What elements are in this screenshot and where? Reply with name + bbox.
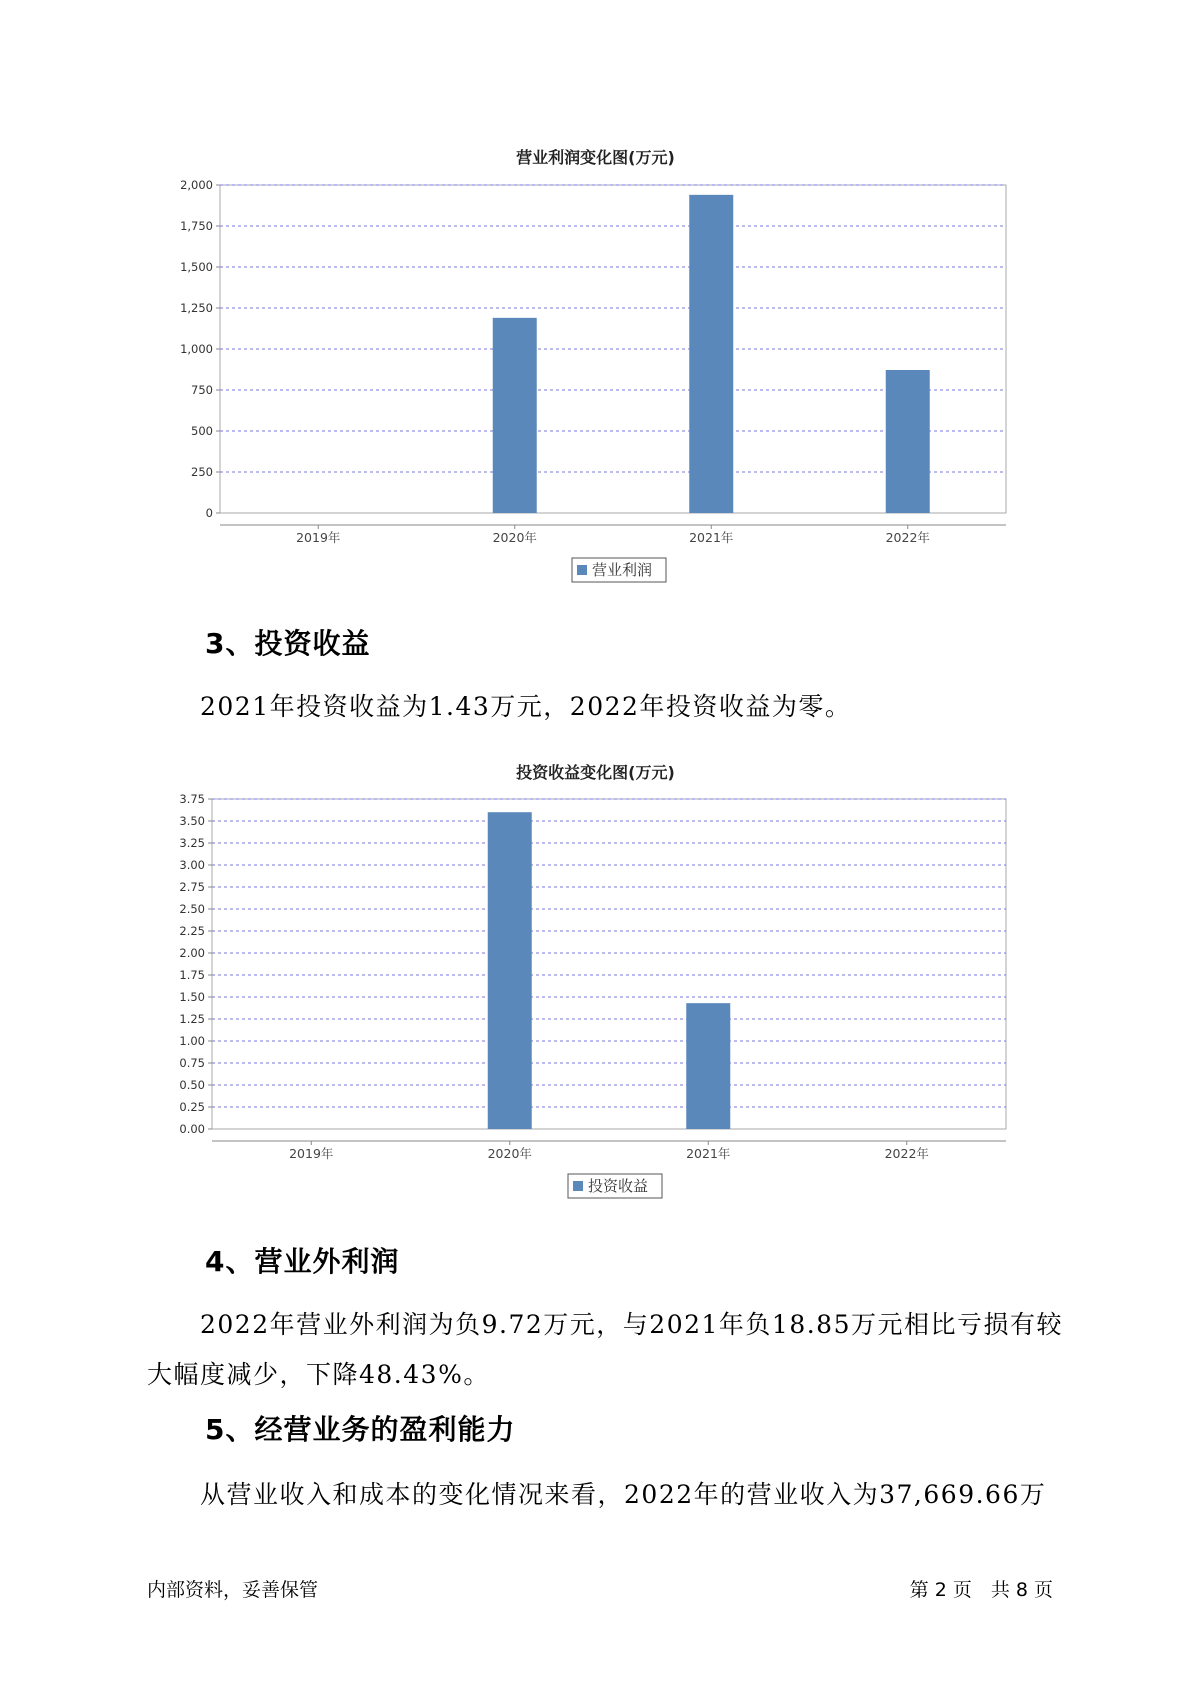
chart2-title: 投资收益变化图(万元)	[516, 763, 675, 782]
y-tick-label: 2.25	[179, 924, 205, 938]
section-4-line1: 2022年营业外利润为负9.72万元，与2021年负18.85万元相比亏损有较	[200, 1310, 1063, 1339]
y-tick-label: 0.00	[179, 1122, 205, 1136]
x-tick-label: 2022年	[885, 530, 930, 545]
section-3-text: 2021年投资收益为1.43万元，2022年投资收益为零。	[200, 692, 852, 721]
y-tick-label: 0.75	[179, 1056, 205, 1070]
bar	[686, 1003, 730, 1129]
x-tick-label: 2019年	[296, 530, 341, 545]
legend-swatch	[573, 1181, 583, 1191]
y-tick-label: 1,500	[180, 260, 213, 274]
section-4-heading: 4、营业外利润	[205, 1245, 400, 1278]
y-tick-label: 0.50	[179, 1078, 205, 1092]
section-5-text: 从营业收入和成本的变化情况来看，2022年的营业收入为37,669.66万	[200, 1480, 1047, 1509]
x-tick-label: 2020年	[487, 1146, 532, 1161]
y-tick-label: 250	[191, 465, 213, 479]
y-tick-label: 2,000	[180, 178, 213, 192]
x-tick-label: 2022年	[884, 1146, 929, 1161]
y-tick-label: 0.25	[179, 1100, 205, 1114]
legend-label: 营业利润	[592, 561, 653, 579]
x-tick-label: 2019年	[289, 1146, 334, 1161]
y-tick-label: 2.00	[179, 946, 205, 960]
y-tick-label: 1,000	[180, 342, 213, 356]
y-tick-label: 750	[191, 383, 213, 397]
y-tick-label: 3.50	[179, 814, 205, 828]
y-tick-label: 3.25	[179, 836, 205, 850]
y-tick-label: 3.00	[179, 858, 205, 872]
chart1-title: 营业利润变化图(万元)	[516, 148, 675, 167]
y-tick-label: 1.00	[179, 1034, 205, 1048]
x-tick-label: 2020年	[492, 530, 537, 545]
bar	[488, 812, 532, 1129]
y-tick-label: 2.75	[179, 880, 205, 894]
x-tick-label: 2021年	[686, 1146, 731, 1161]
footer-page-number: 第 2 页 共 8 页	[909, 1579, 1053, 1601]
section-5-heading: 5、经营业务的盈利能力	[205, 1413, 516, 1446]
y-tick-label: 0	[205, 506, 213, 520]
y-tick-label: 1.75	[179, 968, 205, 982]
section-3-heading: 3、投资收益	[205, 627, 371, 660]
plot-frame	[212, 799, 1006, 1129]
legend-swatch	[577, 565, 587, 575]
section-4-line2: 大幅度减少，下降48.43%。	[147, 1360, 490, 1389]
y-tick-label: 1,750	[180, 219, 213, 233]
x-tick-label: 2021年	[689, 530, 734, 545]
y-tick-label: 3.75	[179, 792, 205, 806]
y-tick-label: 2.50	[179, 902, 205, 916]
y-tick-label: 1.25	[179, 1012, 205, 1026]
footer-confidential: 内部资料，妥善保管	[147, 1579, 319, 1601]
legend-label: 投资收益	[588, 1177, 649, 1195]
y-tick-label: 500	[191, 424, 213, 438]
y-tick-label: 1.50	[179, 990, 205, 1004]
y-tick-label: 1,250	[180, 301, 213, 315]
